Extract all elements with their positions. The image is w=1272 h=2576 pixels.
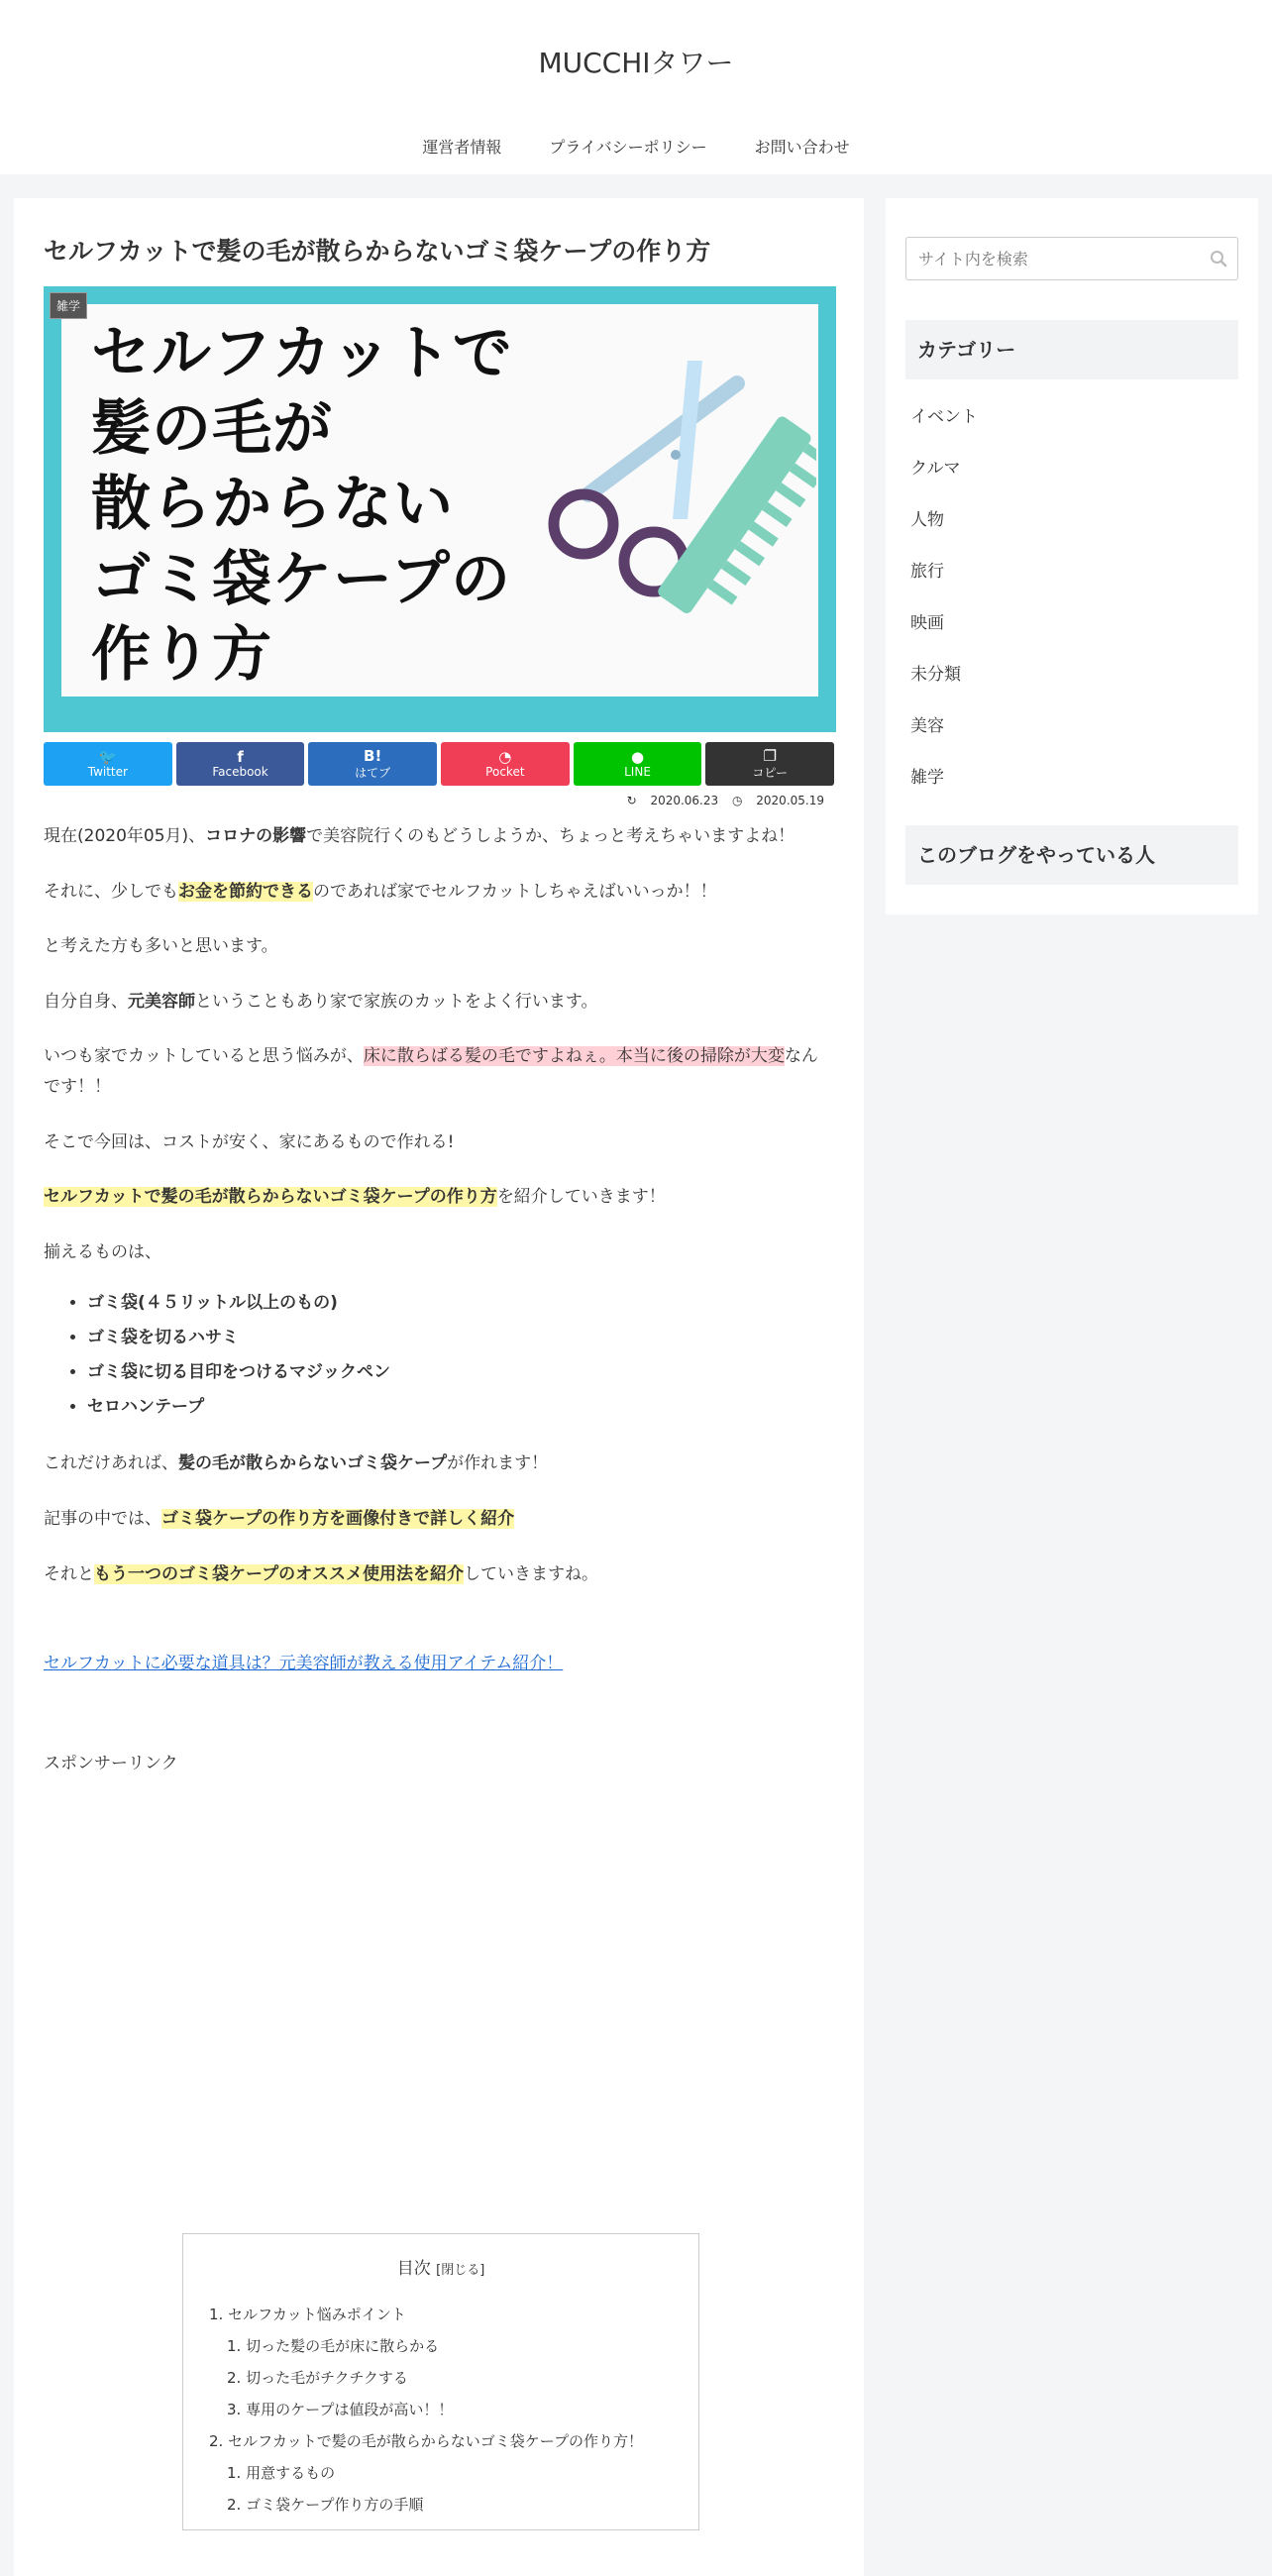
- hatena-b-icon: B!: [364, 746, 382, 765]
- main-content: [14, 198, 864, 2576]
- category-link[interactable]: 未分類: [910, 665, 961, 685]
- share-buttons: [44, 742, 834, 786]
- share-label: はてブ: [355, 765, 391, 780]
- items-list: [87, 1286, 834, 1425]
- paragraph: いつも家でカットしていると思う悩みが、床に散らばる髪の毛ですよねぇ。本当に後の掃除が大変なんです！！: [44, 1046, 818, 1097]
- toc-title: 目次 [閉じる]: [396, 2259, 485, 2279]
- category-link[interactable]: 美容: [910, 716, 944, 736]
- toc-item[interactable]: 1. 用意するもの: [227, 2464, 336, 2482]
- paragraph: 自分自身、元美容師ということもあり家で家族のカットをよく行います。: [44, 991, 598, 1012]
- article-title: セルフカットで髪の毛が散らからないゴミ袋ケープの作り方: [44, 237, 711, 266]
- paragraph: そこで今回は、コストが安く、家にあるもので作れる!: [44, 1131, 455, 1152]
- eyecatch-line: 髪の毛が: [91, 394, 333, 464]
- list-item: • ゴミ袋(４５リットル以上のもの): [87, 1286, 834, 1321]
- search-input[interactable]: [906, 238, 1237, 279]
- toc-item[interactable]: 1. 切った髪の毛が床に散らかる: [227, 2337, 440, 2355]
- share-label: Facebook: [212, 765, 268, 779]
- eyecatch-line: 作り方: [91, 620, 272, 690]
- category-widget-title: カテゴリー: [905, 320, 1238, 379]
- share-label: LINE: [624, 765, 651, 779]
- toc-item[interactable]: 2. 切った毛がチクチクする: [227, 2369, 408, 2387]
- category-list: [905, 391, 1238, 804]
- article-body: [44, 821, 834, 1778]
- site-header: [0, 0, 1272, 174]
- toc-item[interactable]: 2. ゴミ袋ケープ作り方の手順: [227, 2496, 424, 2514]
- update-date: ↻ 2020.06.23: [626, 794, 719, 807]
- facebook-f-icon: f: [237, 748, 244, 766]
- category-item: [905, 391, 1238, 443]
- nav-item-operator[interactable]: 運営者情報: [422, 138, 502, 157]
- share-pocket-button[interactable]: [441, 742, 570, 786]
- category-item: [905, 546, 1238, 597]
- category-item: [905, 597, 1238, 649]
- category-item: [905, 443, 1238, 494]
- publish-date: ◷ 2020.05.19: [731, 794, 824, 807]
- share-facebook-button[interactable]: [176, 742, 305, 786]
- category-link[interactable]: 映画: [910, 613, 944, 633]
- scissors-comb-illustration: [529, 336, 816, 653]
- share-label: Twitter: [87, 765, 128, 779]
- paragraph: 記事の中では、ゴミ袋ケープの作り方を画像付きで詳しく紹介: [44, 1508, 515, 1529]
- table-of-contents: [182, 2233, 699, 2530]
- paragraph: セルフカットで髪の毛が散らからないゴミ袋ケープの作り方を紹介していきます！: [44, 1187, 666, 1208]
- toc-list: [209, 2299, 673, 2521]
- list-item: • ゴミ袋を切るハサミ: [87, 1321, 834, 1355]
- search-icon[interactable]: [1210, 250, 1227, 268]
- global-nav: [0, 129, 1272, 163]
- related-article-link[interactable]: セルフカットに必要な道具は？元美容師が教える使用アイテム紹介！: [44, 1654, 564, 1674]
- category-link[interactable]: クルマ: [910, 459, 961, 479]
- nav-item-contact[interactable]: お問い合わせ: [754, 138, 850, 157]
- list-item: • ゴミ袋に切る目印をつけるマジックペン: [87, 1355, 834, 1390]
- toc-item[interactable]: 3. 専用のケープは値段が高い！！: [227, 2401, 454, 2418]
- site-title[interactable]: MUCCHIタワー: [538, 47, 734, 79]
- copy-icon: ❐: [763, 746, 777, 765]
- post-dates: [44, 794, 834, 807]
- category-item: [905, 649, 1238, 700]
- paragraph: 揃えるものは、: [44, 1241, 161, 1262]
- share-line-button[interactable]: [574, 742, 702, 786]
- toc-item[interactable]: 1. セルフカット悩みポイント: [209, 2306, 406, 2323]
- paragraph: それに、少しでもお金を節約できるのであれば家でセルフカットしちゃえばいいっか！！: [44, 881, 717, 902]
- twitter-bird-icon: 🐦: [98, 748, 118, 766]
- eyecatch-line: 散らからない: [91, 470, 454, 539]
- category-link[interactable]: 人物: [910, 510, 944, 530]
- paragraph: それともう一つのゴミ袋ケープのオススメ使用法を紹介していきますね。: [44, 1563, 598, 1584]
- paragraph: [44, 1649, 834, 1679]
- share-copy-button[interactable]: [705, 742, 834, 786]
- share-hatena-button[interactable]: [308, 742, 437, 786]
- category-item: [905, 752, 1238, 804]
- share-label: コピー: [752, 765, 788, 780]
- line-icon: ●: [630, 748, 645, 766]
- category-link[interactable]: 雑学: [910, 768, 944, 788]
- sponsor-label: スポンサーリンク: [44, 1753, 178, 1773]
- category-link[interactable]: イベント: [910, 407, 978, 427]
- toc-item[interactable]: 2. セルフカットで髪の毛が散らからないゴミ袋ケープの作り方！: [209, 2432, 644, 2450]
- search-box: [905, 237, 1238, 280]
- eyecatch-line: セルフカットで: [91, 319, 513, 388]
- profile-widget-title: このブログをやっている人: [905, 825, 1238, 885]
- toc-toggle[interactable]: [閉じる]: [436, 2263, 485, 2278]
- category-item: [905, 494, 1238, 546]
- category-link[interactable]: 旅行: [910, 562, 944, 582]
- nav-item-privacy[interactable]: プライバシーポリシー: [549, 138, 707, 157]
- share-twitter-button[interactable]: [44, 742, 172, 786]
- eyecatch-image: [44, 286, 836, 732]
- paragraph: これだけあれば、髪の毛が散らからないゴミ袋ケープが作れます！: [44, 1453, 549, 1474]
- share-label: Pocket: [485, 765, 525, 779]
- pocket-icon: ◔: [498, 748, 512, 766]
- list-item: • セロハンテープ: [87, 1390, 834, 1425]
- eyecatch-text: [91, 316, 513, 693]
- paragraph: 現在(2020年05月)、コロナの影響で美容院行くのもどうしようか、ちょっと考えちゃいますよね！: [44, 826, 795, 846]
- paragraph: と考えた方も多いと思います。: [44, 936, 278, 957]
- sidebar: [886, 198, 1258, 914]
- category-item: [905, 700, 1238, 752]
- eyecatch-line: ゴミ袋ケープの: [91, 545, 511, 614]
- category-label[interactable]: 雑学: [50, 292, 87, 319]
